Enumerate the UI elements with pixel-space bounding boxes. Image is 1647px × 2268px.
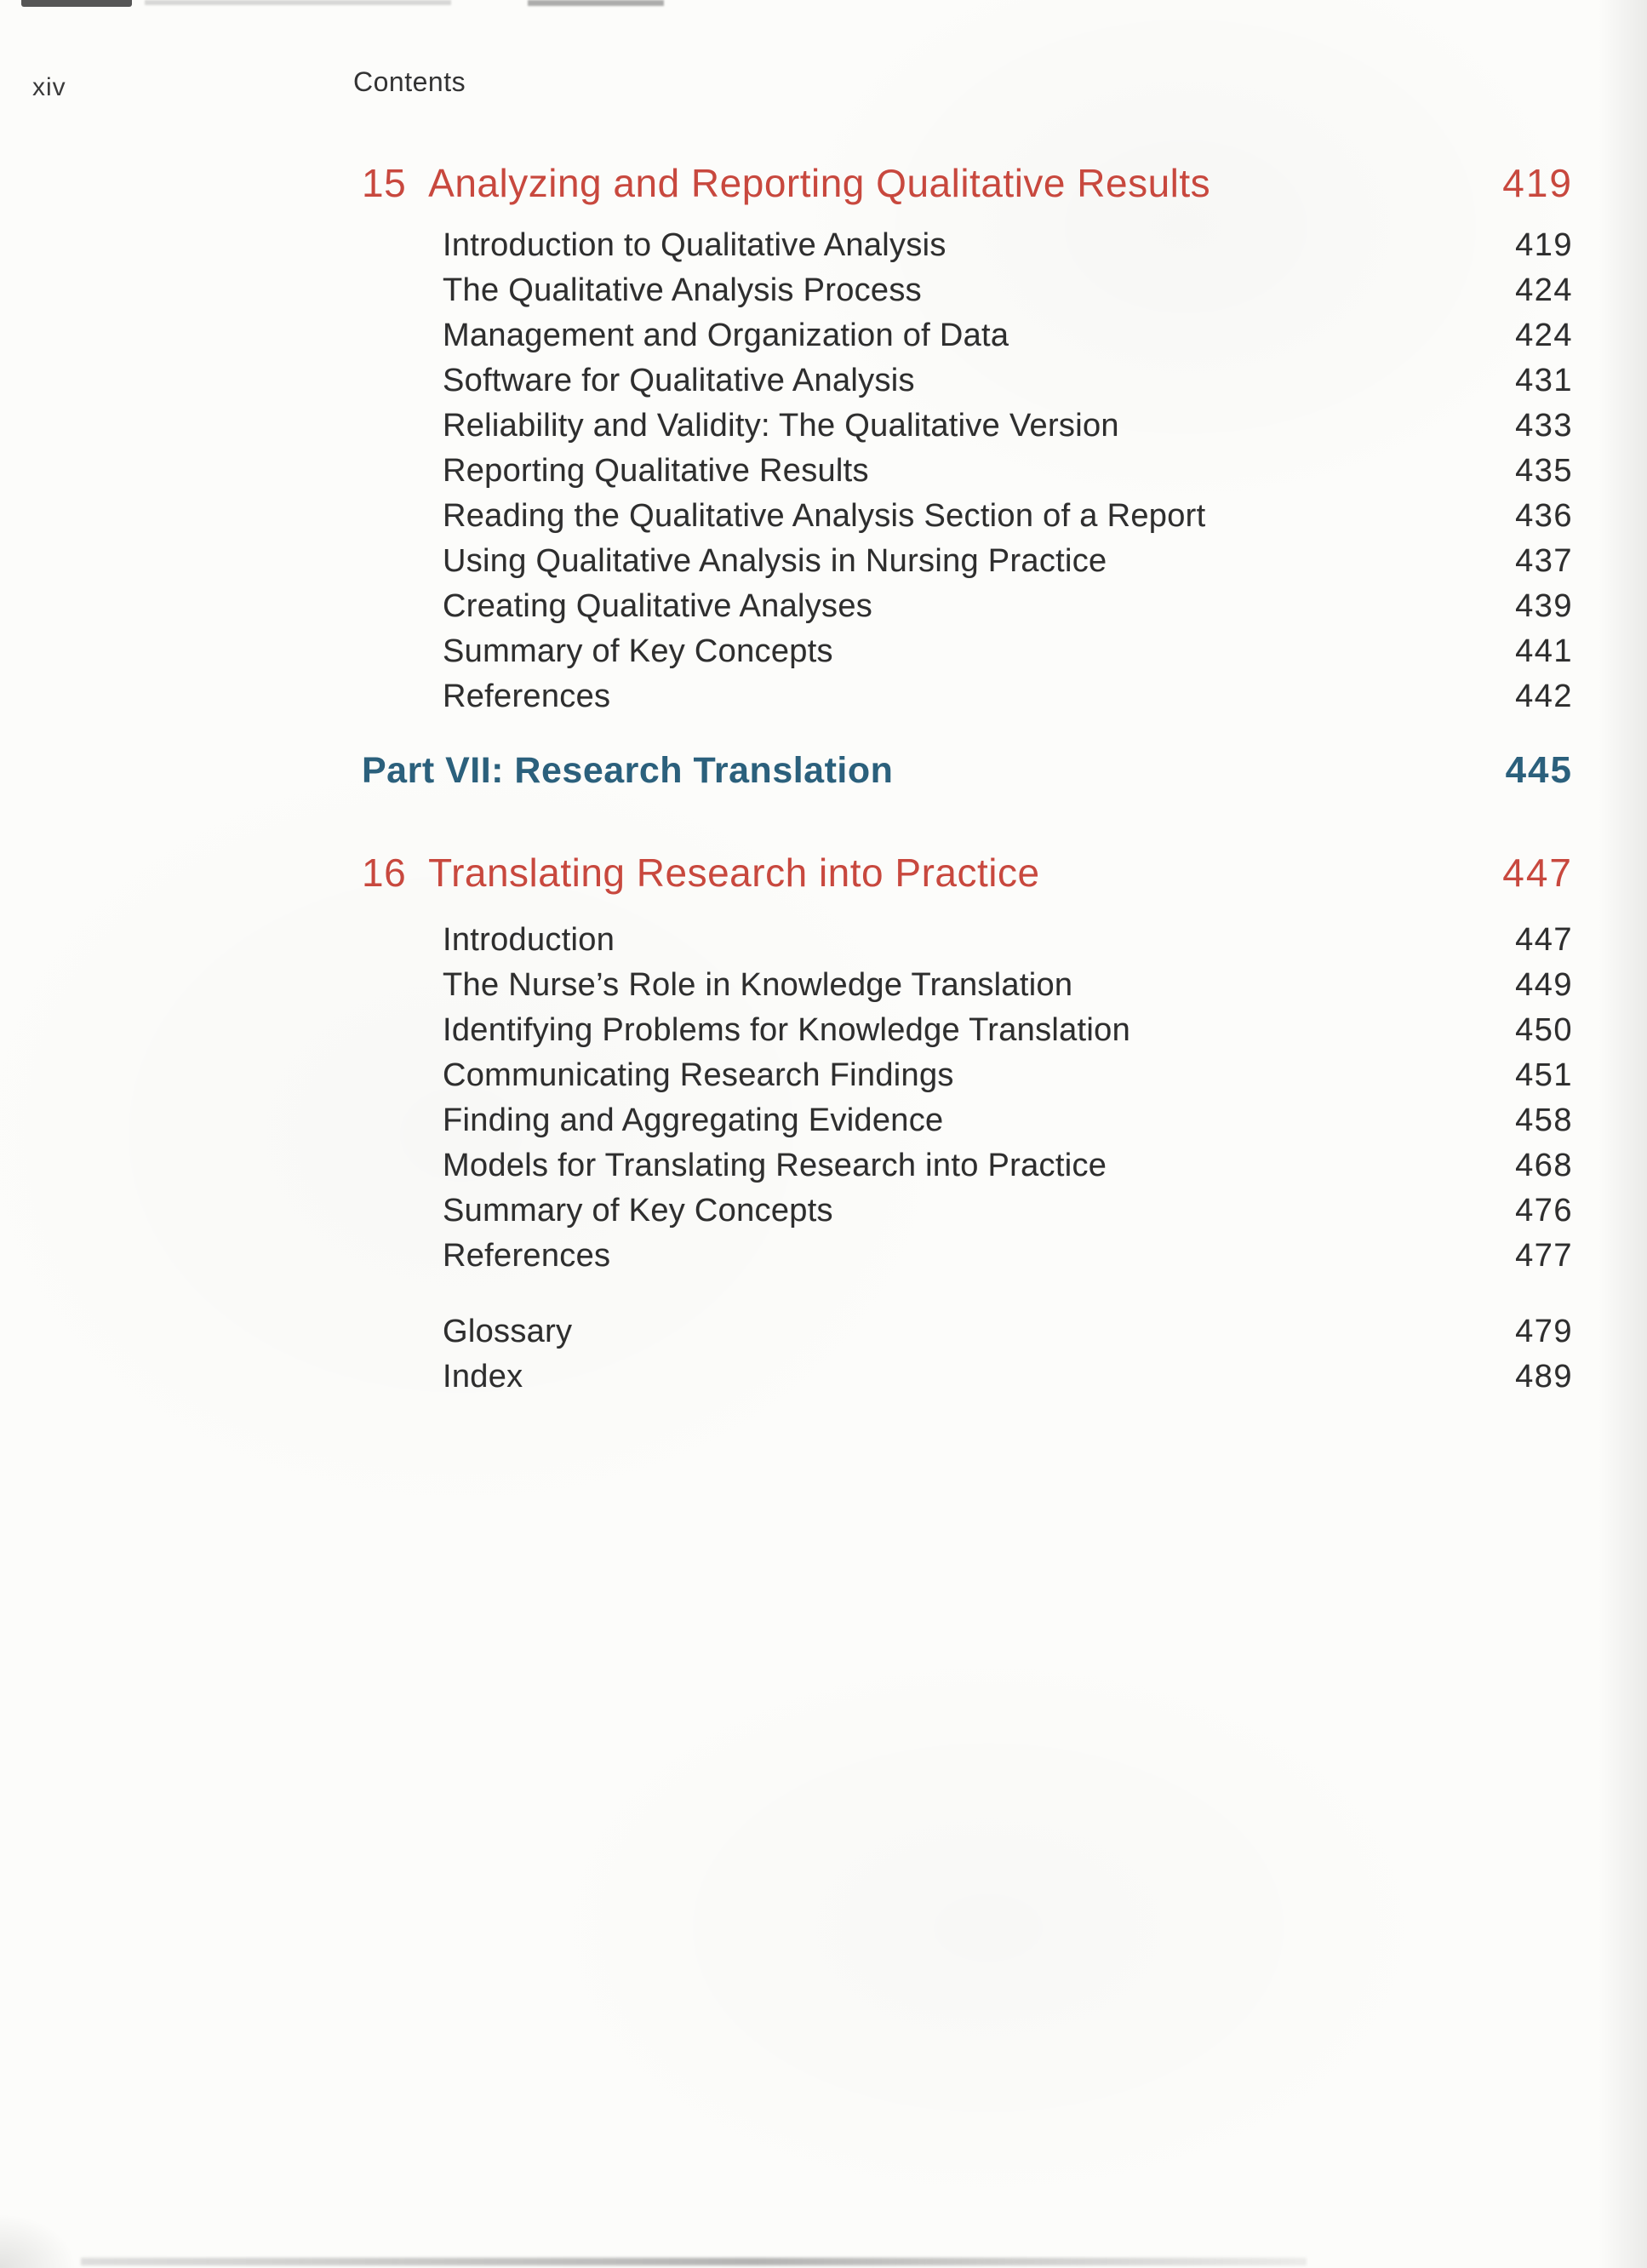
toc-entry-page: 447 xyxy=(1515,922,1573,958)
toc-entry xyxy=(362,674,1573,719)
toc-entry-page: 424 xyxy=(1515,318,1573,353)
toc-entry xyxy=(362,449,1573,494)
toc-entry xyxy=(362,1188,1573,1234)
toc-entry xyxy=(362,223,1573,268)
chapter-number: 15 xyxy=(362,161,407,205)
toc-entry-title: The Nurse’s Role in Knowledge Translation xyxy=(443,967,1073,1003)
chapter-16-heading xyxy=(362,850,1573,896)
toc-entry-page: 477 xyxy=(1515,1238,1573,1274)
toc-entry-title: Glossary xyxy=(443,1314,573,1349)
toc-entry xyxy=(362,1309,1573,1354)
scan-artifact-top-right xyxy=(528,0,664,6)
toc-entry xyxy=(362,313,1573,358)
toc-entry-page: 449 xyxy=(1515,967,1573,1003)
toc-entry xyxy=(362,1354,1573,1400)
toc-entry xyxy=(362,1143,1573,1188)
toc-entry-page: 441 xyxy=(1515,633,1573,669)
page-edge-shadow-bottom-left xyxy=(0,2214,77,2268)
toc-entry-title: References xyxy=(443,679,611,714)
chapter-page-number: 447 xyxy=(1502,850,1573,895)
toc-entry-title: Management and Organization of Data xyxy=(443,318,1009,353)
toc-entry-title: Summary of Key Concepts xyxy=(443,1193,833,1228)
toc-entry-title: Introduction to Qualitative Analysis xyxy=(443,227,946,263)
toc-entry xyxy=(362,358,1573,404)
toc-entry-title: Using Qualitative Analysis in Nursing Practice xyxy=(443,543,1107,579)
toc-entry xyxy=(362,494,1573,539)
toc-entry-title: Identifying Problems for Knowledge Translation xyxy=(443,1012,1131,1048)
toc-entry-page: 431 xyxy=(1515,363,1573,398)
toc-entry-page: 419 xyxy=(1515,227,1573,263)
toc-entry xyxy=(362,539,1573,584)
toc-entry xyxy=(362,918,1573,963)
toc-entry xyxy=(362,1008,1573,1053)
toc-entry xyxy=(362,1053,1573,1098)
scan-artifact-bottom-edge xyxy=(81,2258,1307,2265)
toc-entry-page: 436 xyxy=(1515,498,1573,534)
chapter-number: 16 xyxy=(362,850,407,895)
toc-entry-title: Index xyxy=(443,1359,523,1395)
toc-entry-page: 433 xyxy=(1515,408,1573,444)
backmatter-entries xyxy=(362,1309,1573,1400)
running-head: Contents xyxy=(353,66,466,97)
toc-entry-title: References xyxy=(443,1238,611,1274)
toc-entry-title: Software for Qualitative Analysis xyxy=(443,363,915,398)
toc-entry-page: 439 xyxy=(1515,588,1573,624)
toc-entry-title: Communicating Research Findings xyxy=(443,1057,954,1093)
toc-entry-title: Introduction xyxy=(443,922,615,958)
toc-entry xyxy=(362,629,1573,674)
toc-entry xyxy=(362,404,1573,449)
toc-entry-page: 442 xyxy=(1515,679,1573,714)
part-page-number: 445 xyxy=(1505,749,1573,791)
toc-entry-title: The Qualitative Analysis Process xyxy=(443,272,922,308)
toc-entry xyxy=(362,963,1573,1008)
toc-entry-title: Reading the Qualitative Analysis Section of a Report xyxy=(443,498,1206,534)
chapter-page-number: 419 xyxy=(1502,161,1573,205)
chapter-title: Analyzing and Reporting Qualitative Results xyxy=(428,161,1211,205)
toc-entry-title: Summary of Key Concepts xyxy=(443,633,833,669)
toc-entry-title: Reliability and Validity: The Qualitative Version xyxy=(443,408,1119,444)
toc-entry-page: 468 xyxy=(1515,1148,1573,1183)
toc-entry-page: 424 xyxy=(1515,272,1573,308)
chapter-16-sections xyxy=(362,918,1573,1279)
toc-entry xyxy=(362,584,1573,629)
page-edge-shadow-right xyxy=(1598,0,1647,2268)
toc-entry-title: Models for Translating Research into Practice xyxy=(443,1148,1107,1183)
toc-entry-page: 479 xyxy=(1515,1314,1573,1349)
toc-entry xyxy=(362,1234,1573,1279)
toc-entry xyxy=(362,268,1573,313)
toc-entry-page: 489 xyxy=(1515,1359,1573,1395)
toc-entry-page: 437 xyxy=(1515,543,1573,579)
chapter-15-heading xyxy=(362,160,1573,206)
scan-artifact-top-middle xyxy=(145,0,451,5)
toc-entry-title: Reporting Qualitative Results xyxy=(443,453,869,489)
toc-entry-title: Finding and Aggregating Evidence xyxy=(443,1102,944,1138)
chapter-title: Translating Research into Practice xyxy=(428,850,1040,895)
toc-entry-page: 476 xyxy=(1515,1193,1573,1228)
toc-entry-page: 451 xyxy=(1515,1057,1573,1093)
toc-entry xyxy=(362,1098,1573,1143)
scan-artifact-top-left xyxy=(21,0,132,7)
toc-entry-page: 450 xyxy=(1515,1012,1573,1048)
part-vii-heading xyxy=(362,749,1573,792)
toc-entry-page: 435 xyxy=(1515,453,1573,489)
part-title: Part VII: Research Translation xyxy=(362,750,894,791)
page-folio: xiv xyxy=(32,73,66,101)
toc-entry-page: 458 xyxy=(1515,1102,1573,1138)
toc-entry-title: Creating Qualitative Analyses xyxy=(443,588,873,624)
chapter-15-sections xyxy=(362,223,1573,719)
